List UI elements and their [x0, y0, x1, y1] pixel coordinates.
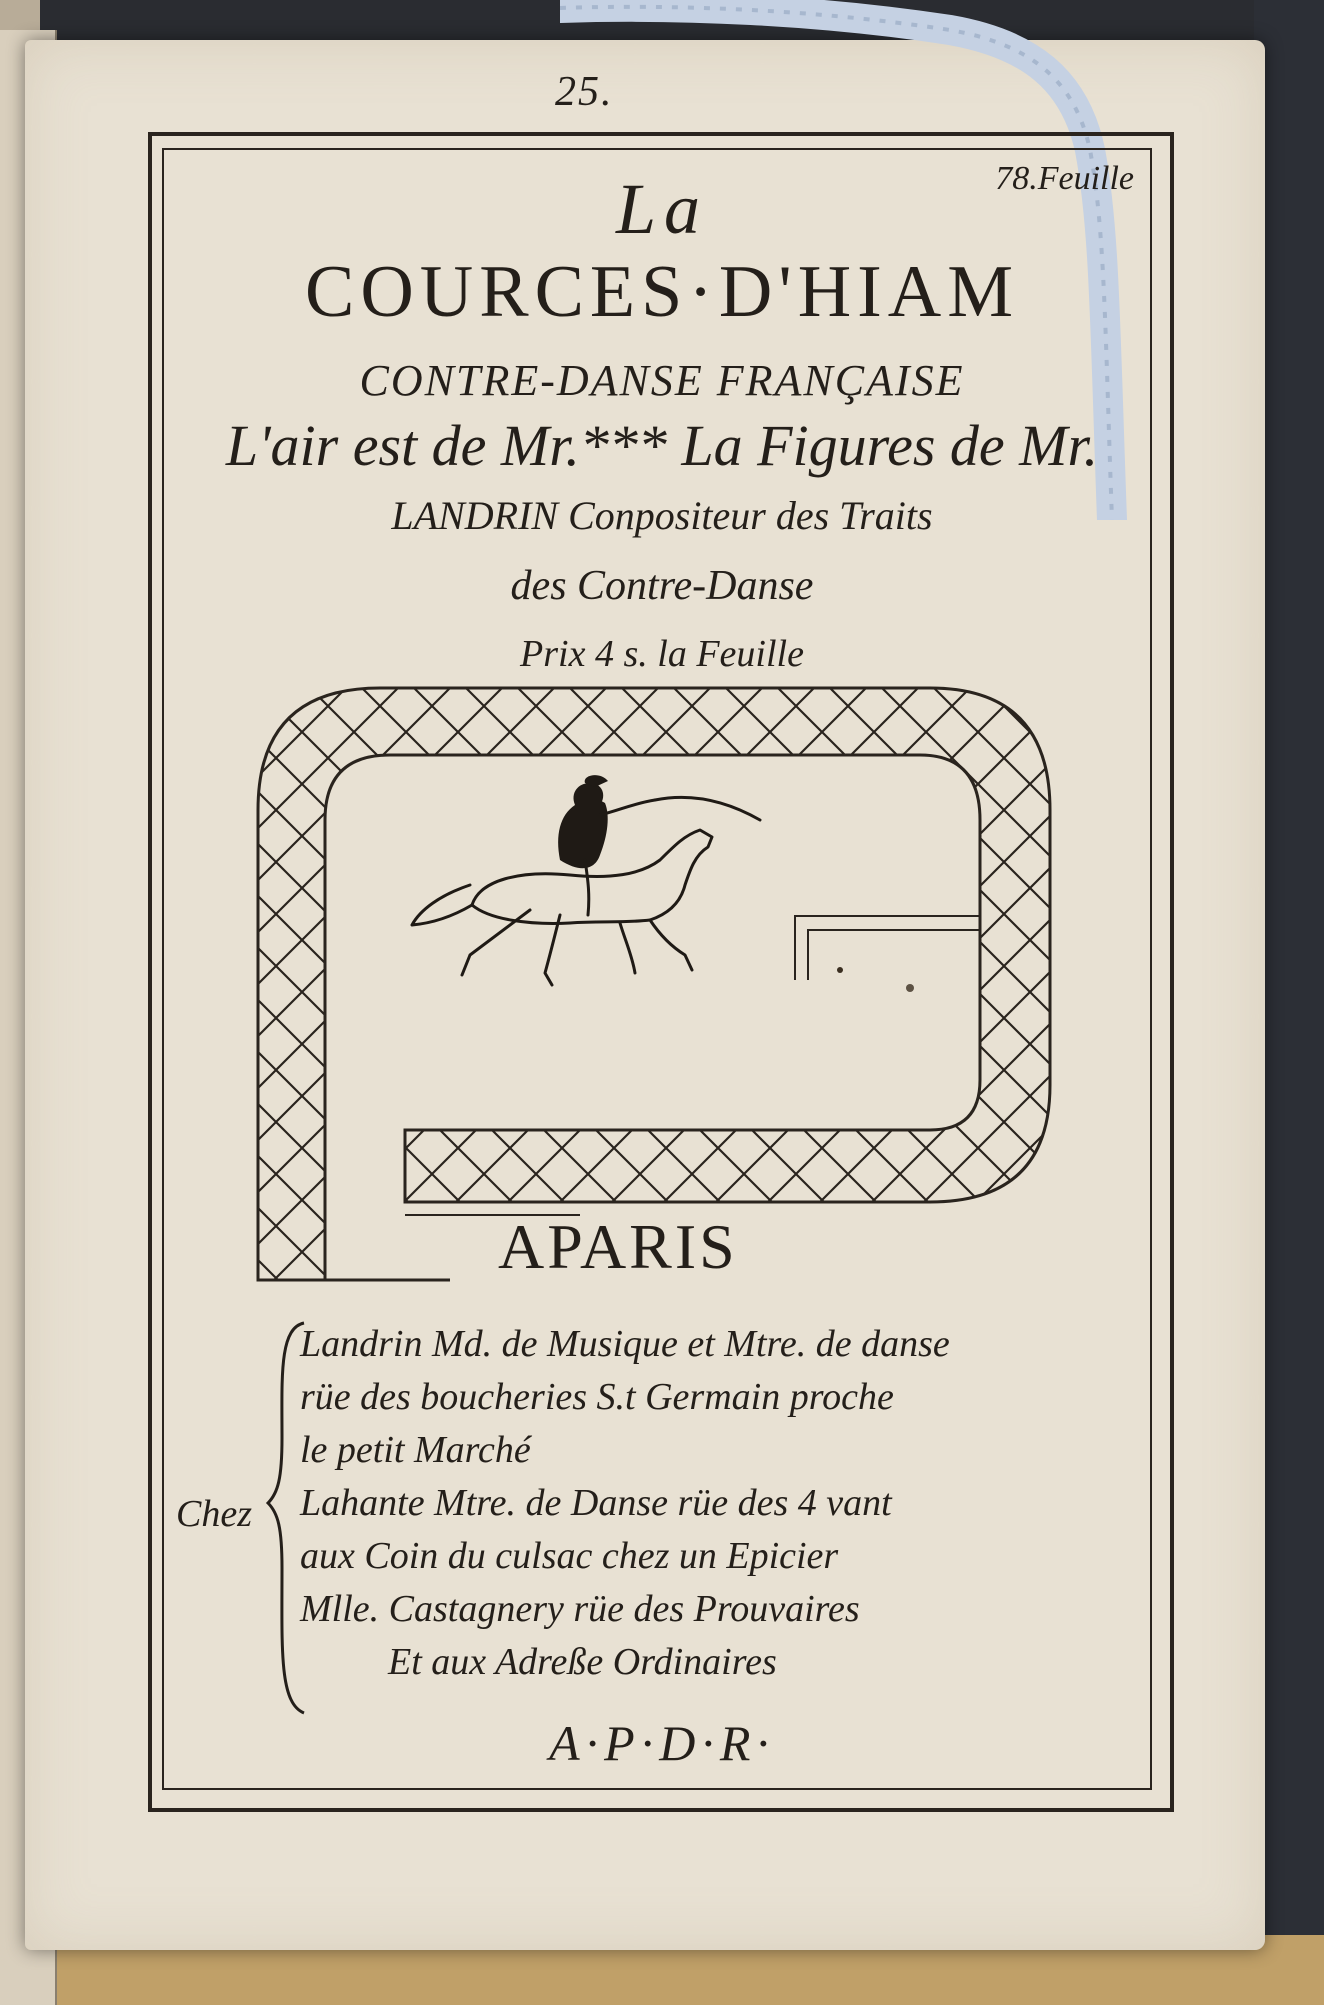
privilege-mark: A·P·D·R· — [549, 1715, 775, 1771]
subtitle: CONTRE-DANSE FRANÇAISE — [359, 356, 965, 405]
credit-line-contredanse: des Contre-Danse — [510, 563, 814, 609]
page-number: 25. — [555, 69, 614, 115]
credit-line-composer: LANDRIN Conpositeur des Traits — [391, 493, 933, 538]
credit-line-air: L'air est de Mr.*** La Figures de Mr. — [225, 413, 1099, 478]
horseman-with-sabre-icon — [410, 775, 790, 1035]
imprint-line: Landrin Md. de Musique et Mtre. de danse — [300, 1323, 950, 1365]
imprint-city: APARIS — [498, 1211, 738, 1282]
imprint-line: aux Coin du culsac chez un Epicier — [300, 1535, 839, 1577]
imprint-line: le petit Marché — [300, 1429, 531, 1471]
imprint-line: Mlle. Castagnery rüe des Prouvaires — [300, 1588, 860, 1630]
title-article: La — [615, 169, 709, 249]
price-line: Prix 4 s. la Feuille — [520, 633, 804, 675]
imprint-addresses — [300, 1318, 1160, 1689]
imprint-chez: Chez — [176, 1493, 252, 1535]
imprint-line: Lahante Mtre. de Danse rüe des 4 vant — [300, 1482, 892, 1524]
imprint-line: rüe des boucheries S.t Germain proche — [300, 1376, 894, 1418]
imprint-line: Et aux Adreße Ordinaires — [388, 1641, 777, 1683]
sheet-label: 78.Feuille — [995, 160, 1134, 197]
page-title: COURCES·D'HIAM — [304, 251, 1020, 333]
